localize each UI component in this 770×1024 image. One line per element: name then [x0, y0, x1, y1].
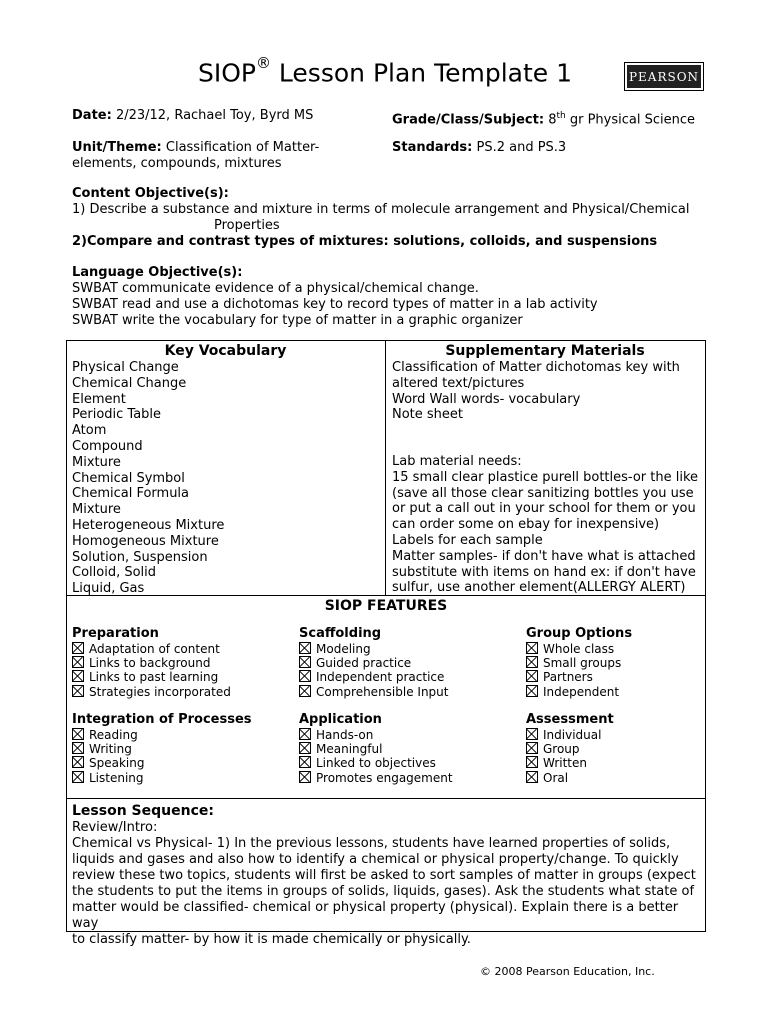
materials-list [392, 360, 680, 423]
list-item: or put a call out in your school for them or you [392, 501, 696, 517]
list-item: Chemical Formula [72, 486, 190, 502]
checkbox-item[interactable]: Comprehensible Input [299, 685, 448, 699]
checkbox-item[interactable]: Independent practice [299, 670, 448, 684]
checked-box-icon [299, 670, 311, 682]
checked-box-icon [526, 771, 538, 783]
feature-group-scaffolding: Scaffolding Modeling Guided practice Independent practice Comprehensible Input [299, 626, 449, 699]
checked-box-icon [72, 728, 84, 740]
feature-group-assessment: Assessment Individual Group Written Oral [526, 712, 614, 785]
checkbox-item[interactable]: Group [526, 742, 614, 756]
checked-box-icon [526, 756, 538, 768]
siop-features-heading: SIOP FEATURES [324, 598, 448, 614]
checked-box-icon [72, 670, 84, 682]
checked-box-icon [299, 771, 311, 783]
checkbox-item[interactable]: Meaningful [299, 742, 453, 756]
checked-box-icon [299, 756, 311, 768]
list-item: Homogeneous Mixture [72, 533, 219, 549]
checkbox-item[interactable]: Written [526, 756, 614, 770]
table-divider [385, 340, 386, 595]
list-item: Word Wall words- vocabulary [392, 391, 581, 407]
checked-box-icon [526, 728, 538, 740]
checkbox-item[interactable]: Small groups [526, 656, 632, 670]
list-item: Note sheet [392, 407, 464, 423]
checkbox-item[interactable]: Partners [526, 670, 632, 684]
list-item: Element [72, 391, 126, 407]
list-item: Labels for each sample [392, 532, 543, 548]
lesson-sequence: Lesson Sequence: Review/Intro: Chemical vs Physical- 1) In the previous lessons, students have learned properties of solids, liquids and gases and also how to identify a chemical or physical property/change. To quickly review these two topics, students will first be asked to sort samples of matter in groups (expect the students to put the items in groups of solids, liquids, gases). Ask the students what state of matter would be classified- chemical or physical property (physical). Explain there is a better way to classify matter- by how it is made chemically or physically. [72, 802, 702, 948]
checkbox-item[interactable]: Adaptation of content [72, 642, 231, 656]
list-item: Physical Change [72, 360, 179, 375]
checked-box-icon [299, 685, 311, 697]
list-item: Solution, Suspension [72, 549, 208, 565]
list-item: Compound [72, 438, 143, 454]
checked-box-icon [299, 656, 311, 668]
checkbox-item[interactable]: Oral [526, 771, 614, 785]
checked-box-icon [72, 771, 84, 783]
checked-box-icon [72, 656, 84, 668]
list-item: 15 small clear plastice purell bottles-or the like [392, 469, 699, 485]
checkbox-item[interactable]: Speaking [72, 756, 252, 770]
list-item: Chemical Symbol [72, 470, 185, 486]
list-item: Periodic Table [72, 407, 162, 423]
list-item: Chemical Change [72, 375, 187, 391]
checkbox-item[interactable]: Whole class [526, 642, 632, 656]
list-item: can order some on ebay for inexpensive) [392, 517, 660, 533]
list-item: Matter samples- if don't have what is attached [392, 548, 696, 564]
list-item: Colloid, Solid [72, 565, 157, 581]
checked-box-icon [526, 642, 538, 654]
feature-group-integration: Integration of Processes Reading Writing Speaking Listening [72, 712, 252, 785]
vocabulary-list [72, 360, 224, 597]
checked-box-icon [526, 742, 538, 754]
list-item: sulfur, use another element(ALLERGY ALERT) [392, 580, 686, 596]
checkbox-item[interactable]: Independent [526, 685, 632, 699]
checkbox-item[interactable]: Promotes engagement [299, 771, 453, 785]
checked-box-icon [299, 742, 311, 754]
list-item: Classification of Matter dichotomas key with [392, 360, 680, 375]
checked-box-icon [72, 685, 84, 697]
checkbox-item[interactable]: Links to past learning [72, 670, 231, 684]
feature-group-preparation: Preparation Adaptation of content Links to background Links to past learning Strategies incorporated [72, 626, 231, 699]
checkbox-item[interactable]: Reading [72, 728, 252, 742]
standards-field: Standards: PS.2 and PS.3 [392, 140, 567, 155]
unit-field: Unit/Theme: Classification of Matter- elements, compounds, mixtures [72, 140, 320, 171]
grade-field: Grade/Class/Subject: 8th gr Physical Science [392, 111, 695, 128]
list-item: Atom [72, 423, 107, 439]
checked-box-icon [299, 728, 311, 740]
checkbox-item[interactable]: Listening [72, 771, 252, 785]
table-divider [66, 798, 706, 799]
copyright-footer: © 2008 Pearson Education, Inc. [480, 965, 655, 978]
pearson-logo: PEARSON [624, 62, 704, 91]
checkbox-item[interactable]: Strategies incorporated [72, 685, 231, 699]
content-objectives: Content Objective(s): 1) Describe a substance and mixture in terms of molecule arrangement and Physical/Chemical Properties 2)Compare and contrast types of mixtures: solutions, colloids, and suspensions [72, 186, 690, 249]
list-item: Lab material needs: [392, 454, 522, 469]
list-item: Liquid, Gas [72, 581, 145, 597]
feature-group-group-options: Group Options Whole class Small groups Partners Independent [526, 626, 633, 699]
page-title: SIOP® Lesson Plan Template 1 [197, 54, 572, 88]
checkbox-item[interactable]: Writing [72, 742, 252, 756]
checked-box-icon [72, 742, 84, 754]
checked-box-icon [526, 685, 538, 697]
checked-box-icon [526, 670, 538, 682]
checkbox-item[interactable]: Links to background [72, 656, 231, 670]
checked-box-icon [72, 756, 84, 768]
checkbox-item[interactable]: Linked to objectives [299, 756, 453, 770]
list-item: Mixture [72, 502, 121, 518]
sequence-heading: Lesson Sequence: [72, 803, 214, 819]
list-item: altered text/pictures [392, 375, 525, 391]
lab-materials-list [392, 454, 698, 596]
list-item: Heterogeneous Mixture [72, 517, 225, 533]
language-objectives: Language Objective(s): SWBAT communicate evidence of a physical/chemical change. SWBAT read and use a dichotomas key to record types of matter in a lab activity SWBAT write the vocabulary for type of matter in a graphic organizer [72, 265, 598, 328]
materials-heading: Supplementary Materials [445, 343, 645, 359]
checkbox-item[interactable]: Individual [526, 728, 614, 742]
checked-box-icon [526, 656, 538, 668]
feature-group-application: Application Hands-on Meaningful Linked to objectives Promotes engagement [299, 712, 453, 785]
checkbox-item[interactable]: Modeling [299, 642, 448, 656]
checked-box-icon [72, 642, 84, 654]
vocabulary-heading: Key Vocabulary [164, 343, 287, 359]
list-item: Mixture [72, 454, 121, 470]
checkbox-item[interactable]: Guided practice [299, 656, 448, 670]
checked-box-icon [299, 642, 311, 654]
checkbox-item[interactable]: Hands-on [299, 728, 453, 742]
list-item: (save all those clear sanitizing bottles you use [392, 485, 694, 501]
list-item: substitute with items on hand ex: if don't have [392, 564, 696, 580]
date-field: Date: 2/23/12, Rachael Toy, Byrd MS [72, 108, 314, 123]
